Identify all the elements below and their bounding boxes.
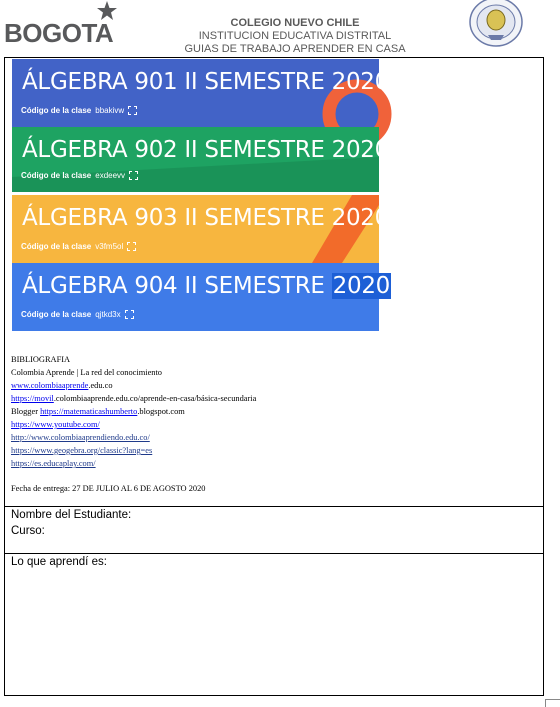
class-title: ÁLGEBRA 904 II SEMESTRE 2020: [22, 273, 390, 299]
learned-box[interactable]: [4, 553, 544, 696]
fullscreen-icon[interactable]: [128, 106, 137, 115]
movil-link[interactable]: https://movil: [11, 394, 54, 403]
class-banner-903[interactable]: [12, 195, 389, 263]
institution-name: INSTITUCION EDUCATIVA DISTRITAL: [198, 30, 392, 42]
class-banner-904[interactable]: [12, 263, 390, 331]
class-banner-901[interactable]: [12, 59, 389, 127]
page-header: [0, 0, 560, 58]
course-label: Curso:: [11, 525, 45, 537]
bibliography-line: Blogger https://matematicashumberto.blogspot.com: [11, 407, 185, 416]
class-title: ÁLGEBRA 902 II SEMESTRE 2020: [22, 137, 389, 163]
guide-title: GUIAS DE TRABAJO APRENDER EN CASA: [184, 43, 406, 55]
class-title: ÁLGEBRA 901 II SEMESTRE 2020: [22, 69, 389, 95]
class-code: Código de la clase qjtkd3x: [21, 310, 134, 319]
bibliography: [11, 353, 256, 470]
youtube-link[interactable]: https://www.youtube.com/: [11, 420, 100, 429]
blogger-link[interactable]: https://matematicashumberto: [40, 407, 138, 416]
class-title: ÁLGEBRA 903 II SEMESTRE 2020: [22, 205, 389, 231]
bibliography-heading: BIBLIOGRAFIA: [11, 355, 71, 364]
geogebra-link[interactable]: https://www.geogebra.org/classic?lang=es: [11, 446, 153, 455]
school-name: COLEGIO NUEVO CHILE: [230, 17, 360, 29]
page-corner-mark: [545, 699, 560, 707]
star-icon: [96, 0, 118, 22]
colombiaaprendiendo-link[interactable]: http://www.colombiaaprendiendo.edu.co/: [11, 433, 150, 442]
school-seal-icon: [468, 0, 524, 52]
bogota-logo: [4, 4, 134, 52]
class-banner-902[interactable]: [12, 127, 389, 192]
selected-year-text: 2020: [332, 273, 390, 299]
due-date: Fecha de entrega: 27 DE JULIO AL 6 DE AGOSTO 2020: [11, 484, 206, 493]
student-name-label: Nombre del Estudiante:: [11, 509, 132, 521]
bibliography-line: www.colombiaaprende.edu.co: [11, 381, 113, 390]
learned-label: Lo que aprendí es:: [11, 556, 107, 568]
student-info-box: [4, 506, 544, 554]
colombiaaprende-link[interactable]: www.colombiaaprende: [11, 381, 89, 390]
bibliography-line: Colombia Aprende | La red del conocimiento: [11, 368, 162, 377]
class-code: Código de la clase bbakivw: [21, 106, 137, 115]
bibliography-line: https://movil.colombiaaprende.edu.co/aprende-en-casa/básica-secundaria: [11, 394, 257, 403]
school-heading: [140, 17, 450, 56]
class-code: Código de la clase v3fm5ol: [21, 242, 136, 251]
logo-text: BOGOTA: [4, 18, 114, 48]
educaplay-link[interactable]: https://es.educaplay.com/: [11, 459, 96, 468]
fullscreen-icon[interactable]: [125, 310, 134, 319]
class-code: Código de la clase exdeevv: [21, 171, 138, 180]
fullscreen-icon[interactable]: [129, 171, 138, 180]
fullscreen-icon[interactable]: [127, 242, 136, 251]
